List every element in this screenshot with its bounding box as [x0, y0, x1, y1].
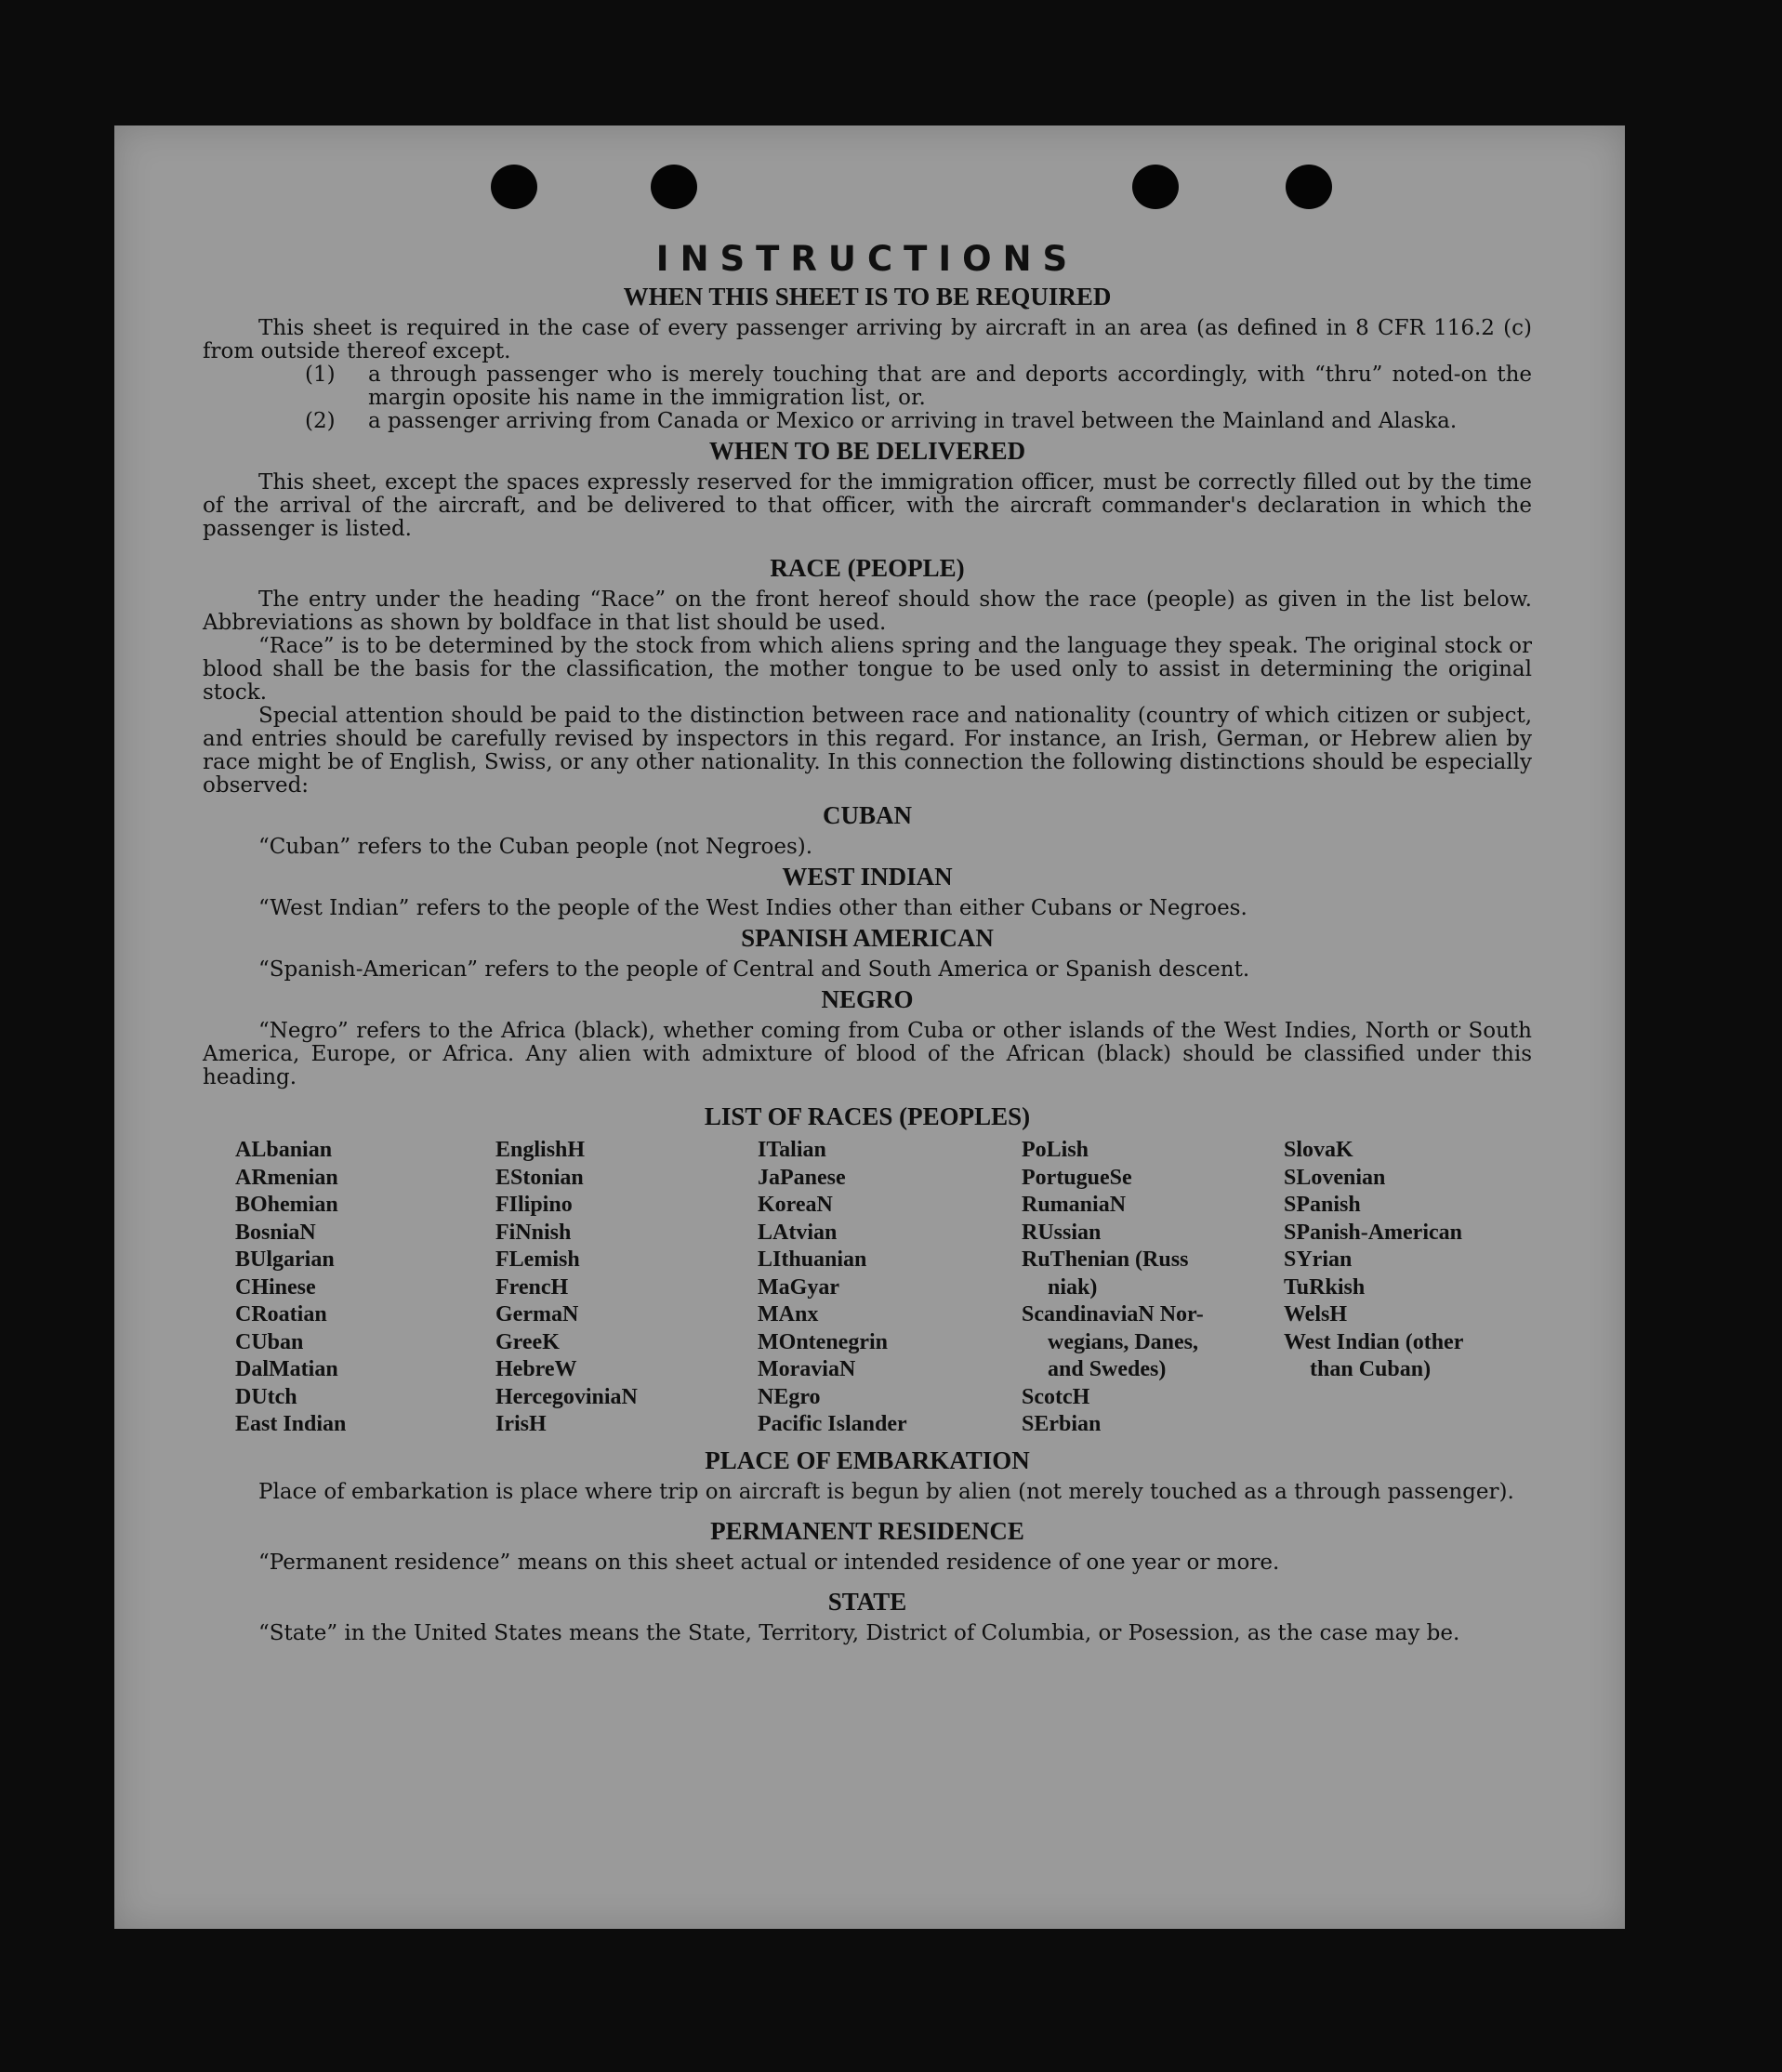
race-entry: LIthuanian [758, 1247, 867, 1272]
race-entry: MaGyar [758, 1274, 839, 1300]
document-content [203, 239, 1532, 1645]
exception-number: (2) [305, 409, 336, 433]
exception-text: a passenger arriving from Canada or Mexico or arriving in travel between the Mainland and Alaska. [368, 409, 1458, 433]
race-entry: ITalian [758, 1138, 826, 1162]
spanish-american-text: “Spanish-American” refers to the people of Central and South America or Spanish descent. [258, 957, 1250, 982]
race-entry: NEgro [758, 1384, 821, 1409]
race-entry: East Indian [235, 1412, 347, 1436]
races-column [758, 1137, 1022, 1439]
race-entry: niak) [1048, 1274, 1098, 1300]
place-of-embarkation-text: Place of embarkation is place where trip on aircraft is begun by alien (not merely touched as a through passenger). [258, 1479, 1514, 1504]
race-entry: KoreaN [758, 1193, 833, 1217]
race-entry: PortugueSe [1022, 1165, 1132, 1190]
exception-text: a through passenger who is merely touching that are and deports accordingly, with “thru” noted-on the margin oposite his name in the immigration list, or. [368, 363, 1532, 410]
permanent-residence-text: “Permanent residence” means on this sheet actual or intended residence of one year or more. [258, 1550, 1280, 1575]
race-entry: ScotcH [1022, 1384, 1090, 1409]
race-entry: ALbanian [235, 1138, 333, 1162]
negro-text: “Negro” refers to the Africa (black), whether coming from Cuba or other islands of the West Indies, North or South America, Europe, or Africa. Any alien with admixture of blood of the African (black) should be classified under this heading. [203, 1019, 1532, 1089]
cuban-text: “Cuban” refers to the Cuban people (not Negroes). [258, 835, 813, 859]
race-entry: West Indian (other [1284, 1329, 1464, 1354]
punch-hole [1286, 165, 1332, 209]
heading-permanent-residence: PERMANENT RESIDENCE [710, 1516, 1024, 1545]
heading-negro: NEGRO [821, 985, 914, 1013]
race-entry: ARmenian [235, 1165, 338, 1190]
race-entry: SYrian [1284, 1247, 1353, 1272]
exception-item [305, 410, 1532, 433]
race-entry: RUssian [1022, 1220, 1102, 1245]
heading-state: STATE [827, 1587, 907, 1616]
race-paragraph: The entry under the heading “Race” on the front hereof should show the race (people) as given in the list below. Abbreviations as shown by boldface in that list should be used. [203, 587, 1532, 635]
heading-race: RACE (PEOPLE) [770, 554, 965, 582]
heading-list-of-races: LIST OF RACES (PEOPLES) [704, 1102, 1031, 1130]
race-entry: FLemish [495, 1247, 580, 1272]
race-entry: and Swedes) [1048, 1357, 1167, 1381]
heading-place-of-embarkation: PLACE OF EMBARKATION [705, 1445, 1030, 1474]
race-paragraph: Special attention should be paid to the distinction between race and nationality (country of which citizen or subject, and entries should be carefully revised by inspectors in this regard. For instance, an Irish, German, or Hebrew alien by race might be of English, Swiss, or any other nationality. In this connection the following distinctions should be especially observed: [203, 704, 1532, 798]
race-entry: LAtvian [758, 1220, 838, 1245]
race-entry: SPanish [1284, 1193, 1361, 1217]
race-entry: ScandinaviaN Nor- [1022, 1302, 1204, 1326]
race-entry: EnglishH [495, 1138, 586, 1162]
exception-item [305, 363, 1532, 410]
race-entry: FrencH [495, 1274, 569, 1300]
races-column [1022, 1137, 1284, 1439]
race-entry: SErbian [1022, 1412, 1102, 1436]
punch-hole [1132, 165, 1179, 209]
race-entry: PoLish [1022, 1138, 1089, 1162]
race-entry: EStonian [495, 1165, 584, 1190]
races-list [235, 1137, 1532, 1439]
race-entry: GermaN [495, 1302, 579, 1326]
race-entry: Pacific Islander [758, 1412, 907, 1436]
race-entry: JaPanese [758, 1165, 846, 1190]
heading-when-required: WHEN THIS SHEET IS TO BE REQUIRED [623, 283, 1112, 310]
race-entry: DUtch [235, 1384, 297, 1409]
race-entry: BUlgarian [235, 1247, 335, 1272]
race-entry: SlovaK [1284, 1138, 1353, 1162]
race-entry: FiNnish [495, 1220, 572, 1245]
race-entry: GreeK [495, 1329, 560, 1354]
race-paragraph: “Race” is to be determined by the stock from which aliens spring and the language they speak. The original stock or blood shall be the basis for the classification, the mother tongue to be used only to assist in determining the original stock. [203, 634, 1532, 705]
race-entry: wegians, Danes, [1048, 1329, 1199, 1354]
race-entry: than Cuban) [1310, 1357, 1432, 1381]
west-indian-text: “West Indian” refers to the people of the West Indies other than either Cubans or Negroes. [258, 896, 1247, 920]
race-entry: HercegoviniaN [495, 1384, 638, 1409]
race-entry: MoraviaN [758, 1357, 856, 1381]
race-entry: MAnx [758, 1302, 819, 1326]
race-entry: CUban [235, 1329, 304, 1354]
race-entry: MOntenegrin [758, 1329, 888, 1354]
race-entry: DalMatian [235, 1357, 338, 1381]
page-title: INSTRUCTIONS [655, 239, 1079, 279]
race-entry: HebreW [495, 1357, 577, 1381]
race-entry: FIlipino [495, 1193, 573, 1217]
heading-when-delivered: WHEN TO BE DELIVERED [708, 437, 1026, 465]
heading-cuban: CUBAN [822, 801, 912, 829]
race-entry: RuThenian (Russ [1022, 1247, 1189, 1272]
race-entry: WelsH [1284, 1302, 1348, 1326]
race-entry: SPanish-American [1284, 1220, 1462, 1245]
document-sheet [114, 125, 1625, 1929]
race-entry: IrisH [495, 1412, 547, 1436]
when-delivered-text: This sheet, except the spaces expressly reserved for the immigration officer, must be correctly filled out by the time of the arrival of the aircraft, and be delivered to that officer, with the aircraft commander's declaration in which the passenger is listed. [203, 470, 1532, 541]
heading-west-indian: WEST INDIAN [782, 863, 953, 891]
exception-number: (1) [305, 363, 336, 387]
race-entry: BOhemian [235, 1193, 338, 1217]
races-column [495, 1137, 758, 1439]
race-entry: RumaniaN [1022, 1193, 1127, 1217]
race-entry: SLovenian [1284, 1165, 1386, 1190]
punch-hole [651, 165, 697, 209]
races-column [235, 1137, 495, 1439]
heading-spanish-american: SPANISH AMERICAN [741, 924, 994, 952]
race-entry: TuRkish [1284, 1274, 1366, 1300]
when-required-intro: This sheet is required in the case of every passenger arriving by aircraft in an area (as defined in 8 CFR 116.2 (c) from outside thereof except. [203, 316, 1532, 363]
races-column [1284, 1137, 1563, 1439]
race-entry: BosniaN [235, 1220, 316, 1245]
punch-hole [491, 165, 537, 209]
race-entry: CHinese [235, 1274, 316, 1300]
race-entry: CRoatian [235, 1302, 327, 1326]
state-text: “State” in the United States means the State, Territory, District of Columbia, or Posession, as the case may be. [258, 1620, 1460, 1645]
